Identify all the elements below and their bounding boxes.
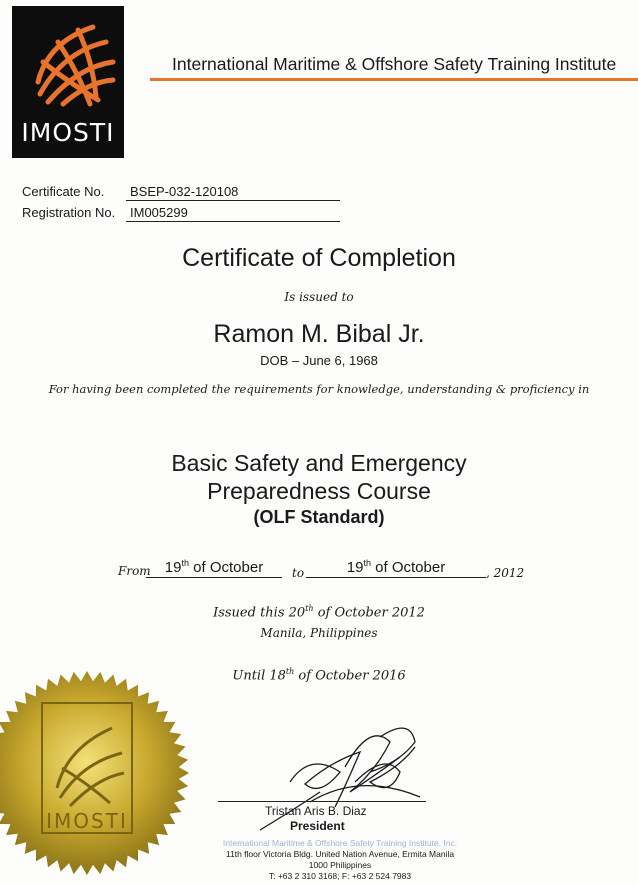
signatory-title: President [290,819,345,833]
footer-address-2: 1000 Philippines [308,860,372,870]
to-date [306,558,486,578]
footer-company: International Maritime & Offshore Safety Training Institute, Inc. [222,838,458,848]
globe-swoosh-icon [18,12,118,112]
course-standard: (OLF Standard) [253,507,385,527]
issued-to-text: Is issued to [284,290,354,304]
requirements-text: For having been completed the requirements for knowledge, understanding & proficiency in [48,382,590,396]
logo-text: IMOSTI [21,118,115,147]
course-name-line2: Preparedness Course [207,478,431,504]
until-rest: of October 2016 [298,668,406,684]
to-label: to [292,566,305,580]
seal-logo-text: IMOSTI [46,809,128,833]
signatory-name: Tristan Aris B. Diaz [265,804,367,818]
until-suffix: th [285,667,295,676]
certificate-title: Certificate of Completion [182,244,456,272]
from-date [146,558,282,578]
to-day: 19 [346,559,364,576]
organization-name: International Maritime & Offshore Safety Training Institute [172,54,617,74]
from-day: 19 [164,559,182,576]
footer-address-1: 11th floor Victoria Bldg. United Nation Avenue, Ermita Manila [225,849,455,859]
from-month: of October [193,559,264,576]
from-label: From [118,564,151,578]
to-suffix: th [363,558,371,568]
certificate-no-value: BSEP-032-120108 [126,183,340,201]
issued-prefix: Issued this 20 [213,605,306,621]
recipient-name: Ramon M. Bibal Jr. [213,320,425,348]
until-prefix: Until 18 [232,668,286,684]
issued-place: Manila, Philippines [260,626,378,640]
course-name-line1: Basic Safety and Emergency [171,450,467,476]
imosti-logo [12,6,124,158]
footer-contact: T: +63 2 310 3168; F: +63 2 524 7983 [268,871,412,881]
from-suffix: th [181,558,189,568]
header-rule [150,78,638,81]
registration-no-value: IM005299 [126,204,340,222]
certificate-no-label: Certificate No. [22,184,105,199]
recipient-dob: DOB – June 6, 1968 [260,353,378,368]
to-month: of October [375,559,446,576]
date-year: , 2012 [486,566,525,580]
issued-date [0,604,638,620]
signature-line [218,801,426,802]
issued-rest: of October 2012 [317,605,425,621]
issued-suffix: th [305,604,314,613]
registration-no-label: Registration No. [22,205,116,220]
